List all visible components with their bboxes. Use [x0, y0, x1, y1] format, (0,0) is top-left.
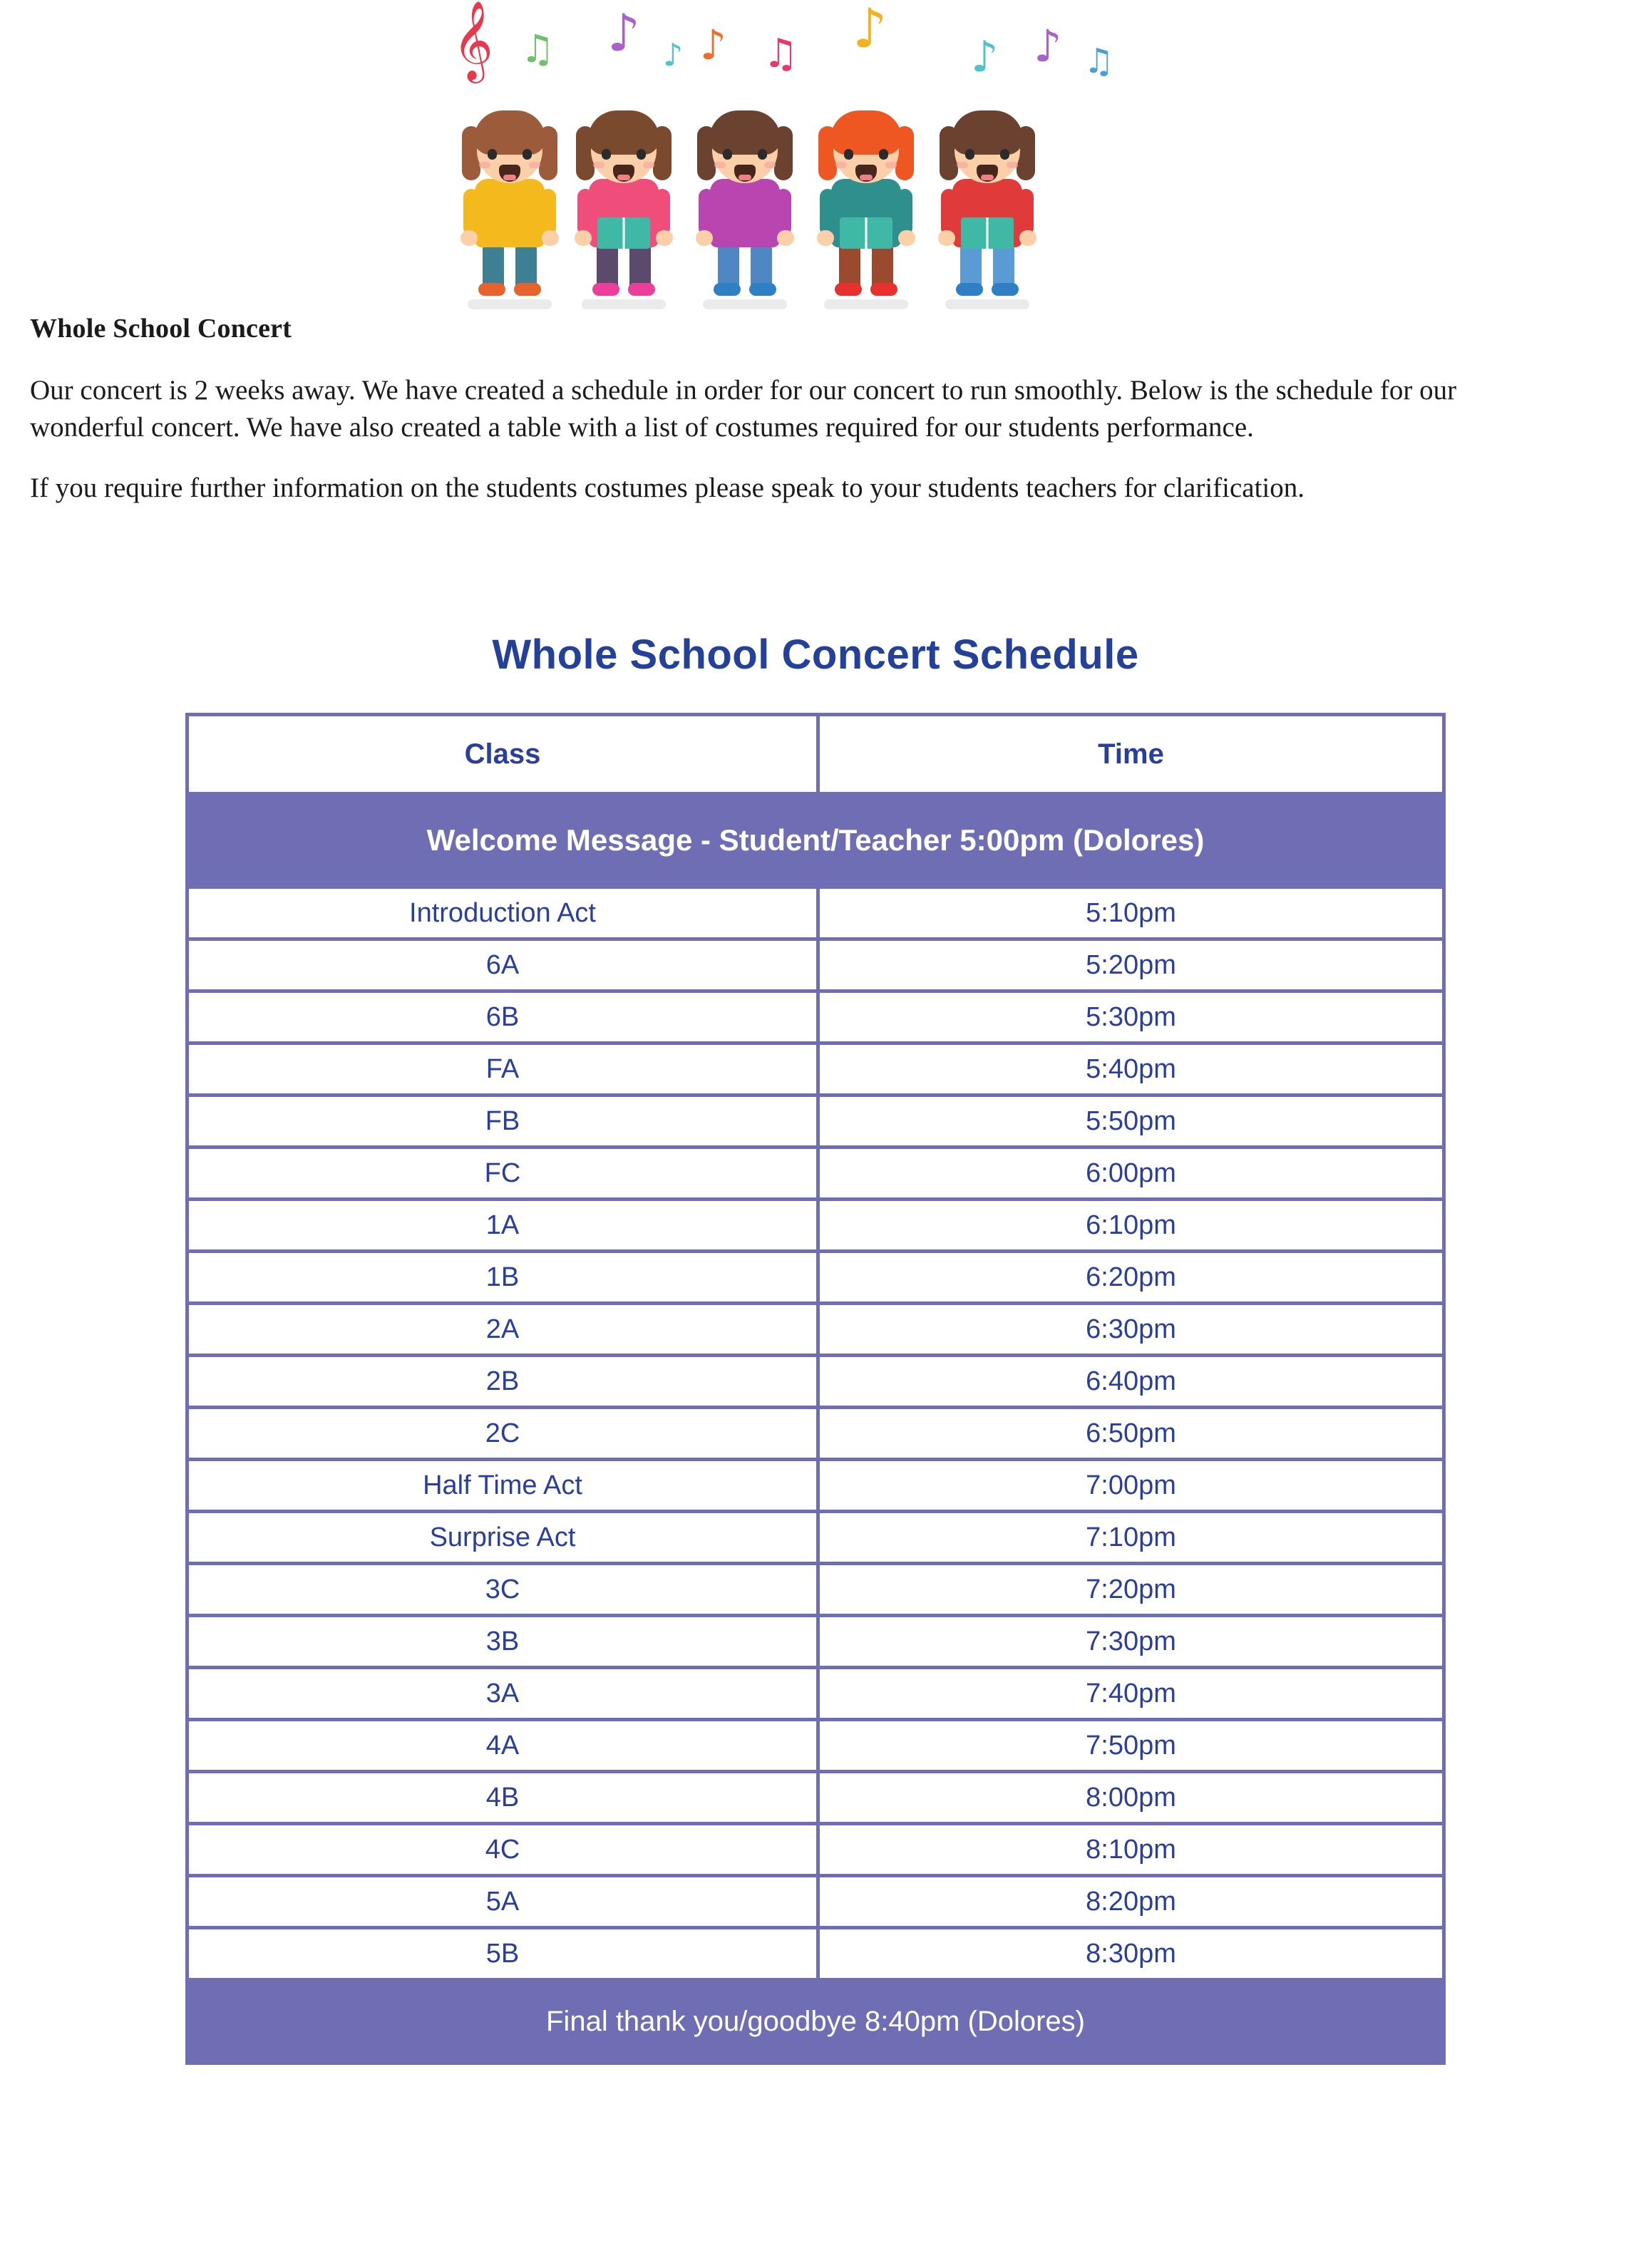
music-note-icon: ♫ [1084, 41, 1115, 81]
cell-class: 4B [187, 1772, 818, 1824]
cell-time: 7:00pm [818, 1460, 1444, 1512]
intro-paragraph: Our concert is 2 weeks away. We have created a schedule in order for our concert to run smoothly. Below is the schedule for our wonderful concert. We have also created a table with a list of costumes required for our students performance. [30, 374, 1457, 443]
concert-schedule-table [185, 713, 1446, 2065]
cell-time: 8:20pm [818, 1876, 1444, 1928]
music-note-icon: ♪ [663, 37, 684, 73]
cell-time: 6:10pm [818, 1200, 1444, 1252]
music-note-icon: ♪ [853, 0, 887, 60]
cell-time: 7:10pm [818, 1512, 1444, 1564]
cell-class: Introduction Act [187, 887, 818, 939]
music-note-icon: ♪ [1034, 20, 1062, 72]
cell-time: 8:00pm [818, 1772, 1444, 1824]
kid-teal-top [813, 105, 920, 308]
music-note-icon: ♪ [700, 21, 727, 69]
table-row [187, 1720, 1444, 1772]
cell-time: 7:20pm [818, 1564, 1444, 1616]
table-row [187, 1200, 1444, 1252]
table-row [187, 1096, 1444, 1148]
cell-time: 5:50pm [818, 1096, 1444, 1148]
table-row [187, 1148, 1444, 1200]
cell-time: 8:10pm [818, 1824, 1444, 1876]
table-row [187, 1356, 1444, 1408]
column-header-time: Time [818, 715, 1444, 794]
table-row [187, 1824, 1444, 1876]
cell-time: 7:40pm [818, 1668, 1444, 1720]
cell-time: 6:30pm [818, 1304, 1444, 1356]
music-note-icon: ♫ [763, 31, 799, 77]
cell-time: 5:30pm [818, 991, 1444, 1043]
cell-time: 6:50pm [818, 1408, 1444, 1460]
table-row [187, 1564, 1444, 1616]
cell-class: 2B [187, 1356, 818, 1408]
cell-time: 6:40pm [818, 1356, 1444, 1408]
final-banner-text: Final thank you/goodbye 8:40pm (Dolores) [187, 1980, 1444, 2063]
cell-class: 3A [187, 1668, 818, 1720]
cell-class: FA [187, 1043, 818, 1096]
table-row [187, 991, 1444, 1043]
table-row [187, 1408, 1444, 1460]
table-row [187, 1668, 1444, 1720]
cell-class: 4C [187, 1824, 818, 1876]
kid-purple-top [691, 105, 798, 308]
children-group [442, 86, 1126, 308]
cell-class: 3C [187, 1564, 818, 1616]
costume-info-paragraph: If you require further information on the students costumes please speak to your students teachers for clarification. [30, 473, 1305, 504]
cell-time: 5:10pm [818, 887, 1444, 939]
welcome-banner-row [187, 794, 1444, 887]
cell-class: 1A [187, 1200, 818, 1252]
column-header-class: Class [187, 715, 818, 794]
cell-class: 5A [187, 1876, 818, 1928]
cell-class: 5B [187, 1928, 818, 1980]
kid-pink-top [570, 105, 677, 308]
music-note-icon: ♪ [971, 32, 999, 82]
page-title: Whole School Concert [30, 314, 292, 344]
table-row [187, 1616, 1444, 1668]
cell-class: 2C [187, 1408, 818, 1460]
cell-time: 7:30pm [818, 1616, 1444, 1668]
table-row [187, 1304, 1444, 1356]
kid-yellow-jacket [456, 105, 563, 308]
cell-class: FB [187, 1096, 818, 1148]
cell-class: 2A [187, 1304, 818, 1356]
cell-time: 8:30pm [818, 1928, 1444, 1980]
singing-children-clipart [442, 0, 1126, 308]
cell-time: 6:00pm [818, 1148, 1444, 1200]
cell-class: Half Time Act [187, 1460, 818, 1512]
cell-class: Surprise Act [187, 1512, 818, 1564]
kid-red-top [934, 105, 1041, 308]
table-row [187, 887, 1444, 939]
cell-class: 6A [187, 939, 818, 991]
table-row [187, 939, 1444, 991]
cell-time: 5:40pm [818, 1043, 1444, 1096]
table-row [187, 1928, 1444, 1980]
cell-class: 3B [187, 1616, 818, 1668]
table-header-row [187, 715, 1444, 794]
cell-class: 4A [187, 1720, 818, 1772]
table-row [187, 1876, 1444, 1928]
cell-class: 6B [187, 991, 818, 1043]
table-row [187, 1512, 1444, 1564]
document-body [30, 314, 1555, 531]
cell-time: 5:20pm [818, 939, 1444, 991]
schedule-section [0, 631, 1631, 2065]
table-row [187, 1460, 1444, 1512]
music-note-icon: 𝄞 [453, 0, 493, 80]
schedule-title: Whole School Concert Schedule [492, 632, 1139, 678]
cell-class: 1B [187, 1252, 818, 1304]
table-row [187, 1043, 1444, 1096]
table-row [187, 1772, 1444, 1824]
music-note-icon: ♪ [607, 3, 640, 63]
hero-illustration [0, 0, 1631, 308]
cell-class: FC [187, 1148, 818, 1200]
welcome-banner-text: Welcome Message - Student/Teacher 5:00pm (Dolores) [187, 794, 1444, 887]
cell-time: 6:20pm [818, 1252, 1444, 1304]
music-note-icon: ♫ [520, 26, 555, 71]
table-row [187, 1252, 1444, 1304]
cell-time: 7:50pm [818, 1720, 1444, 1772]
final-banner-row [187, 1980, 1444, 2063]
